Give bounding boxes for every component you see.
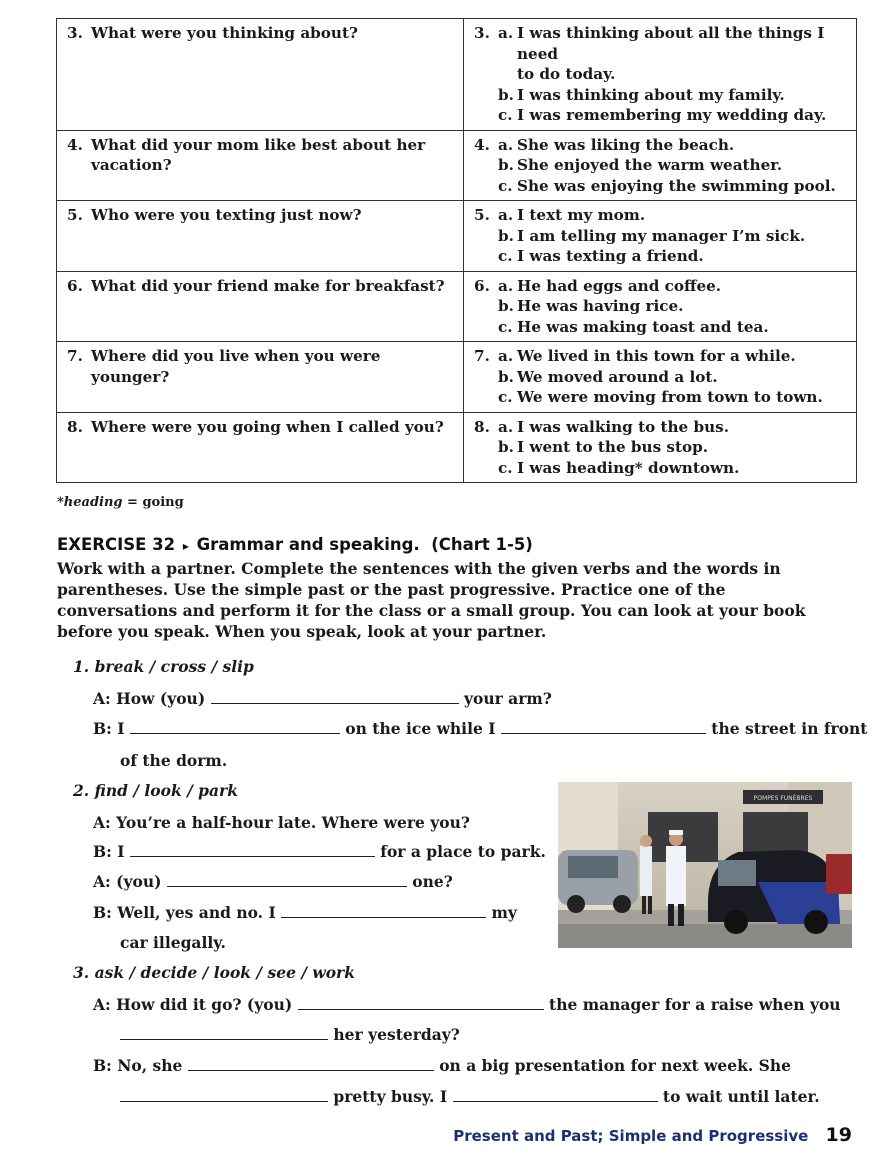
answer-choice-line: [474, 105, 848, 126]
item-2-b2-continued: car illegally.: [120, 933, 226, 952]
answer-choice-line: [474, 226, 848, 247]
answer-number: [474, 367, 498, 388]
answer-choice-line: [474, 346, 848, 367]
answer-text: He was having rice.: [517, 297, 684, 315]
answer-choices-cell: [464, 130, 857, 201]
answer-text: I text my mom.: [517, 206, 646, 224]
item-3-verbs: 3. ask / decide / look / see / work: [73, 963, 355, 982]
item-1-b-continued: of the dorm.: [120, 751, 228, 770]
question-line: [67, 205, 455, 226]
question-text: Who were you texting just now?: [91, 206, 362, 224]
answer-text: I was thinking about my family.: [517, 85, 785, 104]
question-number: 8.: [67, 417, 83, 436]
answer-blank[interactable]: [130, 842, 375, 857]
item-3-b-continued: [120, 1087, 820, 1106]
answer-letter: b.: [498, 438, 514, 456]
exercise-title: Grammar and speaking.: [196, 535, 420, 554]
answer-blank[interactable]: [130, 719, 340, 734]
answer-choice-line: [474, 176, 848, 197]
footnote: [57, 495, 184, 510]
item-2-a2-end: one?: [412, 872, 453, 891]
answer-choices-cell: [464, 19, 857, 131]
answer-choice-line: [474, 205, 848, 226]
item-3-b-end: on a big presentation for next week. She: [439, 1056, 791, 1075]
answer-choice-line: [474, 64, 848, 85]
answer-number: [474, 458, 498, 479]
answer-letter: c.: [498, 317, 513, 336]
answer-text: We were moving from town to town.: [517, 388, 823, 406]
item-3-a-end: the manager for a raise when you: [549, 995, 841, 1014]
page-footer: [453, 1124, 852, 1146]
shop-sign-text: POMPES FUNÈBRES: [753, 795, 813, 802]
answer-choice-line: [474, 317, 848, 338]
answer-letter: c.: [498, 388, 513, 406]
answer-text: We moved around a lot.: [517, 367, 718, 386]
answer-choice-line: [474, 85, 848, 106]
answer-letter: c.: [498, 106, 513, 124]
item-2-b1-end: for a place to park.: [380, 842, 546, 861]
item-2-b1-prompt: B: I: [93, 842, 125, 861]
answer-text: I went to the bus stop.: [517, 438, 709, 456]
item-3-b-cont-mid: pretty busy. I: [333, 1087, 448, 1106]
answer-letter: a.: [498, 417, 514, 436]
answer-letter: b.: [498, 156, 514, 174]
footer-title: Present and Past; Simple and Progressive: [453, 1127, 809, 1145]
answer-text: I was walking to the bus.: [517, 417, 730, 436]
question-line: [67, 417, 455, 438]
answer-text: I was texting a friend.: [517, 247, 704, 265]
answer-number: [474, 296, 498, 317]
item-3-b-cont-end: to wait until later.: [662, 1087, 820, 1106]
qa-table: [56, 18, 857, 483]
item-2-line-b1: [93, 842, 546, 861]
answer-letter: c.: [498, 247, 513, 265]
item-2-b2-end: my: [491, 903, 517, 922]
answer-indent: [474, 64, 517, 85]
answer-number: 8.: [474, 417, 490, 436]
answer-number: [474, 317, 498, 338]
answer-choice-line: [474, 246, 848, 267]
item-1-b-prompt: B: I: [93, 719, 125, 738]
answer-text: She was enjoying the swimming pool.: [517, 176, 836, 195]
question-cell: [57, 19, 464, 131]
question-number: 3.: [67, 24, 83, 42]
question-number: 4.: [67, 135, 83, 154]
answer-blank[interactable]: [501, 719, 706, 734]
question-cell: [57, 412, 464, 483]
table-row: [57, 342, 857, 413]
question-cell: [57, 130, 464, 201]
street-photo: [558, 782, 852, 948]
answer-blank[interactable]: [188, 1056, 434, 1071]
answer-number: [474, 85, 498, 106]
table-row: [57, 19, 857, 131]
answer-text: He was making toast and tea.: [517, 317, 769, 336]
question-number: 5.: [67, 206, 83, 224]
item-2-line-a1: A: You’re a half-hour late. Where were you?: [93, 813, 470, 832]
answer-letter: a.: [498, 24, 514, 42]
item-3-a-continued: [120, 1025, 460, 1044]
answer-blank[interactable]: [120, 1025, 328, 1040]
answer-choice-line: [474, 437, 848, 458]
page-number: 19: [825, 1124, 852, 1146]
answer-number: 7.: [474, 347, 490, 365]
item-2-verbs: 2. find / look / park: [73, 781, 238, 800]
answer-letter: a.: [498, 135, 514, 154]
question-cell: [57, 342, 464, 413]
question-text: What were you thinking about?: [91, 24, 358, 42]
table-row: [57, 271, 857, 342]
answer-number: [474, 176, 498, 197]
answer-letter: c.: [498, 458, 513, 477]
item-1-a-prompt: A: How (you): [93, 689, 206, 708]
answer-letter: c.: [498, 176, 513, 195]
footnote-term: *heading: [57, 495, 123, 510]
question-line: [67, 276, 455, 297]
question-text: Where were you going when I called you?: [91, 417, 444, 436]
item-2-a2-prompt: A: (you): [93, 872, 162, 891]
footnote-def: = going: [122, 495, 184, 510]
item-1-b-end: the street in front: [711, 719, 868, 738]
answer-number: [474, 246, 498, 267]
exercise-instructions: Work with a partner. Complete the sentences with the given verbs and the words in parentheses. Use the simple past or the past progressive. Practice one of the conversations and perform it for the class or a small group. You can look at your book before you speak. When you speak, look at your partner.: [57, 559, 806, 641]
answer-choices-cell: [464, 271, 857, 342]
answer-text: He had eggs and coffee.: [517, 276, 722, 295]
answer-choice-line: [474, 155, 848, 176]
item-3-line-b: [93, 1056, 791, 1075]
answer-text: I was heading* downtown.: [517, 458, 740, 477]
answer-text: I was thinking about all the things I need: [517, 24, 825, 63]
answer-letter: b.: [498, 297, 514, 315]
answer-letter: a.: [498, 206, 514, 224]
answer-blank[interactable]: [281, 903, 486, 918]
item-1-verbs: 1. break / cross / slip: [73, 657, 254, 676]
answer-text: She was liking the beach.: [517, 135, 735, 154]
question-line: [67, 346, 455, 387]
answer-number: [474, 437, 498, 458]
question-line: [67, 135, 455, 156]
item-2-b2-prompt: B: Well, yes and no. I: [93, 903, 276, 922]
table-row: [57, 412, 857, 483]
answer-text: to do today.: [517, 65, 616, 83]
answer-choice-line: [474, 367, 848, 388]
qa-table-body: [57, 19, 857, 483]
table-row: [57, 201, 857, 272]
item-3-b-prompt: B: No, she: [93, 1056, 183, 1075]
question-text: What did your friend make for breakfast?: [91, 276, 445, 295]
question-text: vacation?: [91, 156, 172, 174]
answer-choice-line: [474, 387, 848, 408]
question-cell: [57, 271, 464, 342]
answer-text: I was remembering my wedding day.: [517, 106, 827, 124]
answer-text: I am telling my manager I’m sick.: [517, 226, 806, 245]
answer-letter: a.: [498, 347, 514, 365]
answer-choices-cell: [464, 342, 857, 413]
answer-blank[interactable]: [453, 1087, 658, 1102]
item-1-line-b: [93, 719, 867, 738]
answer-number: 6.: [474, 276, 490, 295]
exercise-label: EXERCISE 32: [57, 535, 176, 554]
item-2-line-b2: [93, 903, 517, 922]
triangle-bullet-icon: ▸: [182, 539, 189, 553]
question-text: What did your mom like best about her: [91, 135, 426, 154]
item-3-line-a: [93, 995, 841, 1014]
item-1-a-end: your arm?: [463, 689, 552, 708]
answer-number: 3.: [474, 24, 490, 42]
answer-letter: b.: [498, 367, 514, 386]
item-1-line-a: [93, 689, 552, 708]
table-row: [57, 130, 857, 201]
answer-choice-line: [474, 135, 848, 156]
answer-blank[interactable]: [211, 689, 459, 704]
answer-choice-line: [474, 458, 848, 479]
answer-choice-line: [474, 296, 848, 317]
item-3-a-cont-text: her yesterday?: [333, 1025, 460, 1044]
answer-blank[interactable]: [120, 1087, 328, 1102]
answer-blank[interactable]: [167, 872, 407, 887]
question-number: [67, 155, 91, 176]
answer-text: We lived in this town for a while.: [517, 347, 796, 365]
answer-choices-cell: [464, 412, 857, 483]
street-scene-illustration: [558, 782, 852, 948]
answer-letter: a.: [498, 276, 514, 295]
item-3-a-prompt: A: How did it go? (you): [93, 995, 293, 1014]
question-cell: [57, 201, 464, 272]
answer-number: [474, 226, 498, 247]
answer-choice-line: [474, 276, 848, 297]
exercise-heading: [57, 535, 533, 554]
answer-number: 5.: [474, 206, 490, 224]
answer-letter: b.: [498, 226, 514, 245]
question-number: 7.: [67, 347, 83, 365]
question-line: [67, 23, 455, 44]
answer-number: [474, 155, 498, 176]
question-text: Where did you live when you were younger?: [91, 347, 381, 386]
answer-choices-cell: [464, 201, 857, 272]
answer-number: 4.: [474, 135, 490, 154]
answer-number: [474, 387, 498, 408]
question-number: 6.: [67, 276, 83, 295]
item-1-b-middle: on the ice while I: [345, 719, 496, 738]
question-line: [67, 155, 455, 176]
answer-choice-line: [474, 23, 848, 64]
answer-choice-line: [474, 417, 848, 438]
answer-number: [474, 105, 498, 126]
answer-blank[interactable]: [298, 995, 544, 1010]
answer-text: She enjoyed the warm weather.: [517, 156, 783, 174]
exercise-chart-ref: (Chart 1-5): [431, 535, 533, 554]
answer-letter: b.: [498, 85, 514, 104]
item-2-line-a2: [93, 872, 453, 891]
